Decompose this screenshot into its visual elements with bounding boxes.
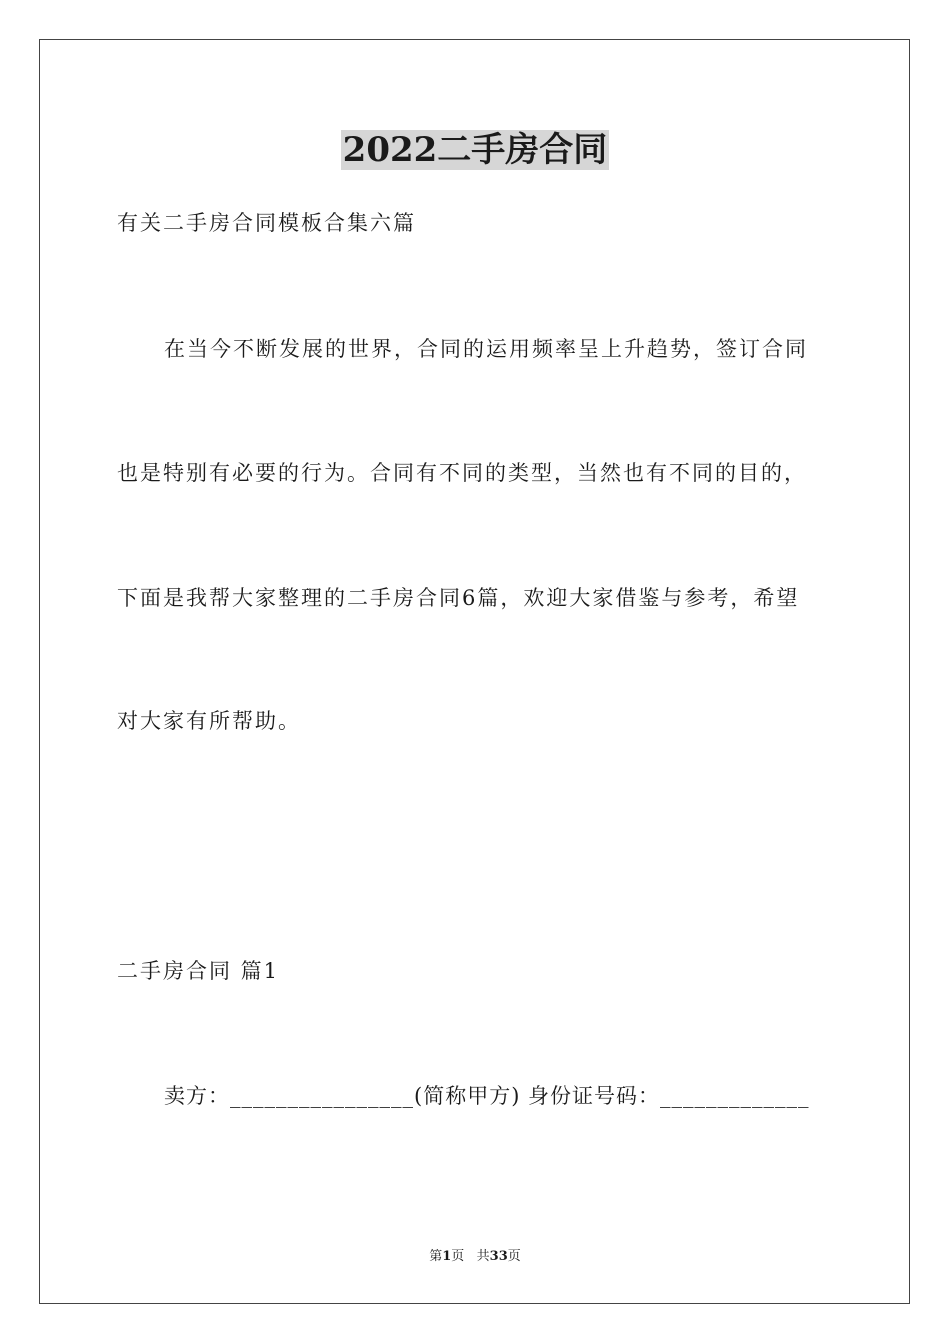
document-title-text: 2022二手房合同	[342, 130, 608, 170]
intro-line-2: 也是特别有必要的行为。合同有不同的类型，当然也有不同的目的，	[117, 461, 807, 485]
intro-line-4: 对大家有所帮助。	[117, 709, 301, 733]
footer-page-total: 33	[489, 1249, 508, 1264]
intro-line-3: 下面是我帮大家整理的二手房合同6篇，欢迎大家借鉴与参考，希望	[117, 586, 800, 610]
page-footer	[0, 1248, 950, 1266]
footer-page-mid: 页 共	[451, 1249, 490, 1264]
seller-line: 卖方：________________(简称甲方) 身份证号码：_____________	[164, 1084, 810, 1108]
document-title	[0, 128, 950, 172]
section-heading: 二手房合同 篇1	[117, 959, 280, 983]
footer-page-suffix: 页	[507, 1249, 521, 1264]
document-subtitle: 有关二手房合同模板合集六篇	[117, 211, 416, 235]
intro-line-1: 在当今不断发展的世界，合同的运用频率呈上升趋势，签订合同	[164, 337, 808, 361]
footer-page-current: 1	[442, 1249, 452, 1264]
footer-page-prefix: 第	[429, 1249, 443, 1264]
